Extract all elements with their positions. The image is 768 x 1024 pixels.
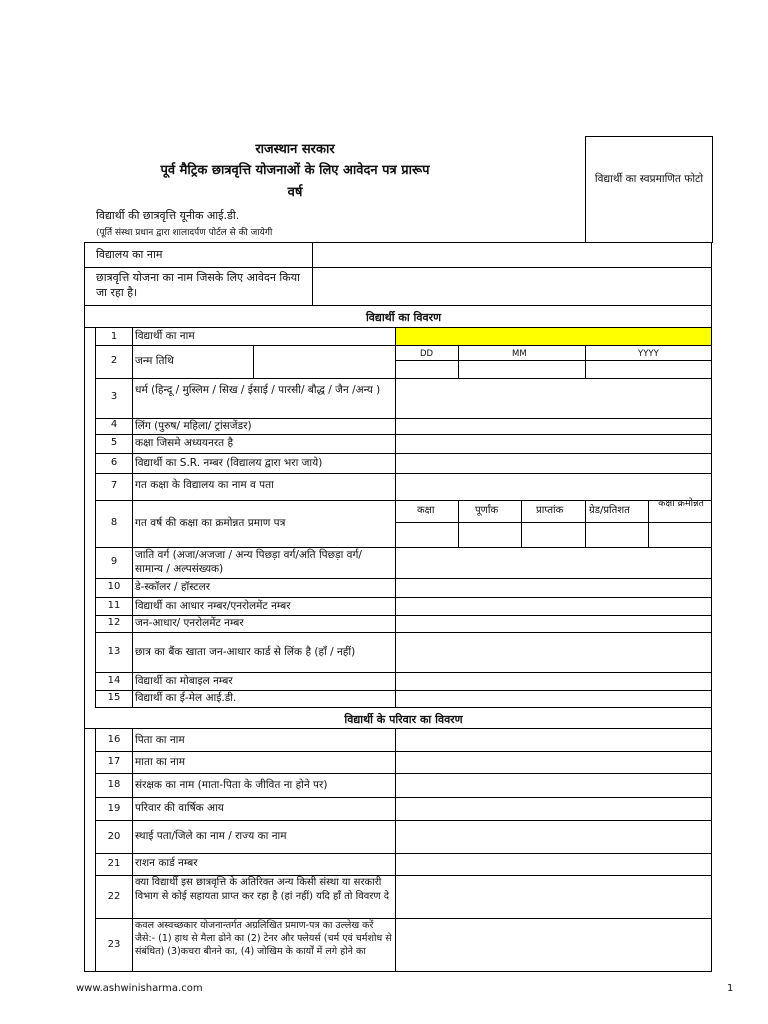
family-section-heading: विद्यार्थी के परिवार का विवरण [344, 713, 463, 726]
ration-card-field[interactable] [396, 854, 711, 874]
sr-number-label: विद्यार्थी का S.R. नम्बर (विद्यालय द्वारा भरा जाये) [135, 457, 323, 469]
year-label: वर्ष [287, 185, 303, 200]
school-name-label: विद्यालय का नाम [96, 248, 163, 261]
scavenger-certificate-field[interactable] [396, 919, 711, 970]
row-number: 14 [107, 675, 121, 686]
row-number: 3 [110, 391, 118, 402]
row-number: 15 [107, 692, 121, 703]
row-number: 20 [107, 831, 121, 842]
row-number: 12 [107, 617, 121, 628]
row-number: 13 [107, 646, 121, 657]
father-name-field[interactable] [396, 729, 711, 750]
sr-number-field[interactable] [396, 454, 711, 472]
mother-name-label: माता का नाम [135, 756, 185, 768]
dob-mm-label: MM [512, 349, 527, 359]
marks-grade-label: ग्रेड/प्रतिशत [589, 505, 630, 516]
row-number: 2 [110, 355, 118, 366]
gender-field[interactable] [396, 419, 711, 433]
other-assistance-field[interactable] [396, 876, 711, 917]
aadhaar-label: विद्यार्थी का आधार नम्बर/एनरोलमेंट नम्बर [135, 600, 291, 612]
jan-aadhaar-label: जन-आधार/ एनरोलमेंट नम्बर [135, 617, 244, 629]
footer-website[interactable]: www.ashwinisharma.com [76, 983, 203, 994]
mother-name-field[interactable] [396, 752, 711, 772]
email-field[interactable] [396, 691, 711, 706]
mobile-label: विद्यार्थी का मोबाइल नम्बर [135, 675, 233, 687]
row-number: 16 [107, 734, 121, 745]
row-number: 21 [107, 858, 121, 869]
row-number: 23 [107, 939, 121, 950]
dob-yyyy-label: YYYY [638, 349, 659, 359]
bank-link-label: छात्र का बैंक खाता जन-आधार कार्ड से लिंक है (हाँ / नहीं) [135, 646, 356, 658]
jan-aadhaar-field[interactable] [396, 616, 711, 631]
annual-income-label: परिवार की वार्षिक आय [135, 802, 224, 814]
father-name-label: पिता का नाम [135, 734, 185, 746]
religion-field[interactable] [396, 379, 711, 417]
uid-note: (पूर्ति संस्था प्रधान द्वारा शालादर्पण पोर्टल से की जायेगी [96, 228, 273, 238]
marks-promoted-label: कक्षा क्रमोन्नत [658, 498, 704, 509]
student-section-heading: विद्यार्थी का विवरण [365, 311, 442, 324]
bank-link-field[interactable] [396, 633, 711, 671]
row-number: 9 [110, 556, 118, 567]
promotion-certificate-label: गत वर्ष की कक्षा का क्रमोन्नत प्रमाण पत्र [135, 517, 286, 529]
marks-obtained-label: प्राप्तांक [536, 505, 564, 516]
annual-income-field[interactable] [396, 798, 711, 819]
religion-label: धर्म (हिन्दू / मुस्लिम / सिख / ईसाई / पारसी/ बौद्ध / जैन /अन्य ) [135, 384, 381, 396]
guardian-name-field[interactable] [396, 774, 711, 796]
dob-mm-field[interactable] [459, 361, 584, 377]
caste-label: जाति वर्ग (अजा/अजजा / अन्य पिछड़ा वर्ग/अति पिछड़ा वर्ग/ सामान्य / अल्पसंख्यक) [135, 549, 362, 575]
scheme-name-label: छात्रवृत्ति योजना का नाम जिसके लिए आवेदन किया जा रहा है। [96, 271, 300, 299]
photo-label: विद्यार्थी का स्वप्रमाणित फोटो [594, 173, 704, 185]
aadhaar-field[interactable] [396, 598, 711, 614]
ration-card-label: राशन कार्ड नम्बर [135, 857, 198, 869]
marks-total-label: पूर्णांक [475, 505, 499, 516]
student-name-label: विद्यार्थी का नाम [135, 330, 195, 342]
scholarship-uid-label: विद्यार्थी की छात्रवृत्ति यूनीक आई.डी. [96, 209, 240, 222]
dob-dd-label: DD [420, 349, 434, 359]
other-assistance-label: क्या विद्यार्थी इस छात्रवृत्ति के अतिरिक्त अन्य किसी संस्था या सरकारी विभाग से कोई सहायता प्राप्त कर रहा है (हां नहीं) यदि हाँ तो विवरण दे [135, 877, 390, 902]
school-name-field[interactable] [313, 243, 710, 266]
caste-field[interactable] [396, 548, 711, 577]
permanent-address-label: स्थाई पता/जिले का नाम / राज्य का नाम [135, 830, 287, 842]
page-number: 1 [727, 983, 734, 994]
row-number: 8 [110, 517, 118, 528]
class-field[interactable] [396, 435, 711, 452]
dob-dd-field[interactable] [396, 361, 457, 377]
previous-school-label: गत कक्षा के विद्यालय का नाम व पता [135, 479, 274, 491]
day-scholar-field[interactable] [396, 579, 711, 596]
email-label: विद्यार्थी का ई-मेल आई.डी. [135, 692, 237, 704]
gender-label: लिंग (पुरुष/ महिला/ ट्रांसजेंडर) [135, 420, 252, 432]
row-number: 7 [110, 480, 118, 491]
permanent-address-field[interactable] [396, 821, 711, 852]
form-title: पूर्व मैट्रिक छात्रवृत्ति योजनाओं के लिए आवेदन पत्र प्रारूप [160, 163, 430, 178]
guardian-name-label: संरक्षक का नाम (माता-पिता के जीवित ना होने पर) [135, 779, 328, 791]
photo-box[interactable] [585, 136, 713, 243]
scavenger-certificate-label: कवल अस्वच्छकार योजनान्तर्गत अग्रलिखित प्रमाण-पत्र का उल्लेख करें जैसे:- (1) हाथ से मैला ढोने का (2) टेनर और फ्लेयर्स (चर्म एवं चर्मशोध से संबंधित) (3)कचरा बीनने का, (4) जोखिम के कार्यों में लगे होने का [135, 920, 392, 957]
previous-school-field[interactable] [396, 474, 711, 499]
dob-yyyy-field[interactable] [586, 361, 711, 377]
row-number: 5 [110, 437, 118, 448]
row-number: 18 [107, 779, 121, 790]
row-number: 10 [107, 581, 121, 592]
row-number: 22 [107, 891, 121, 902]
row-number: 17 [107, 756, 121, 767]
marks-class-label: कक्षा [417, 505, 435, 516]
row-number: 1 [110, 331, 118, 342]
mobile-field[interactable] [396, 673, 711, 689]
row-number: 11 [107, 600, 121, 611]
class-label: कक्षा जिसमे अध्ययनरत है [135, 437, 234, 449]
day-scholar-label: डे-स्कॉलर / हॉस्टलर [135, 581, 210, 593]
row-number: 19 [107, 803, 121, 814]
row-number: 6 [110, 457, 118, 468]
dob-label: जन्म तिथि [135, 355, 174, 367]
student-name-field[interactable] [396, 328, 711, 345]
scheme-name-field[interactable] [313, 268, 710, 304]
government-heading: राजस्थान सरकार [255, 142, 335, 157]
row-number: 4 [110, 419, 118, 430]
